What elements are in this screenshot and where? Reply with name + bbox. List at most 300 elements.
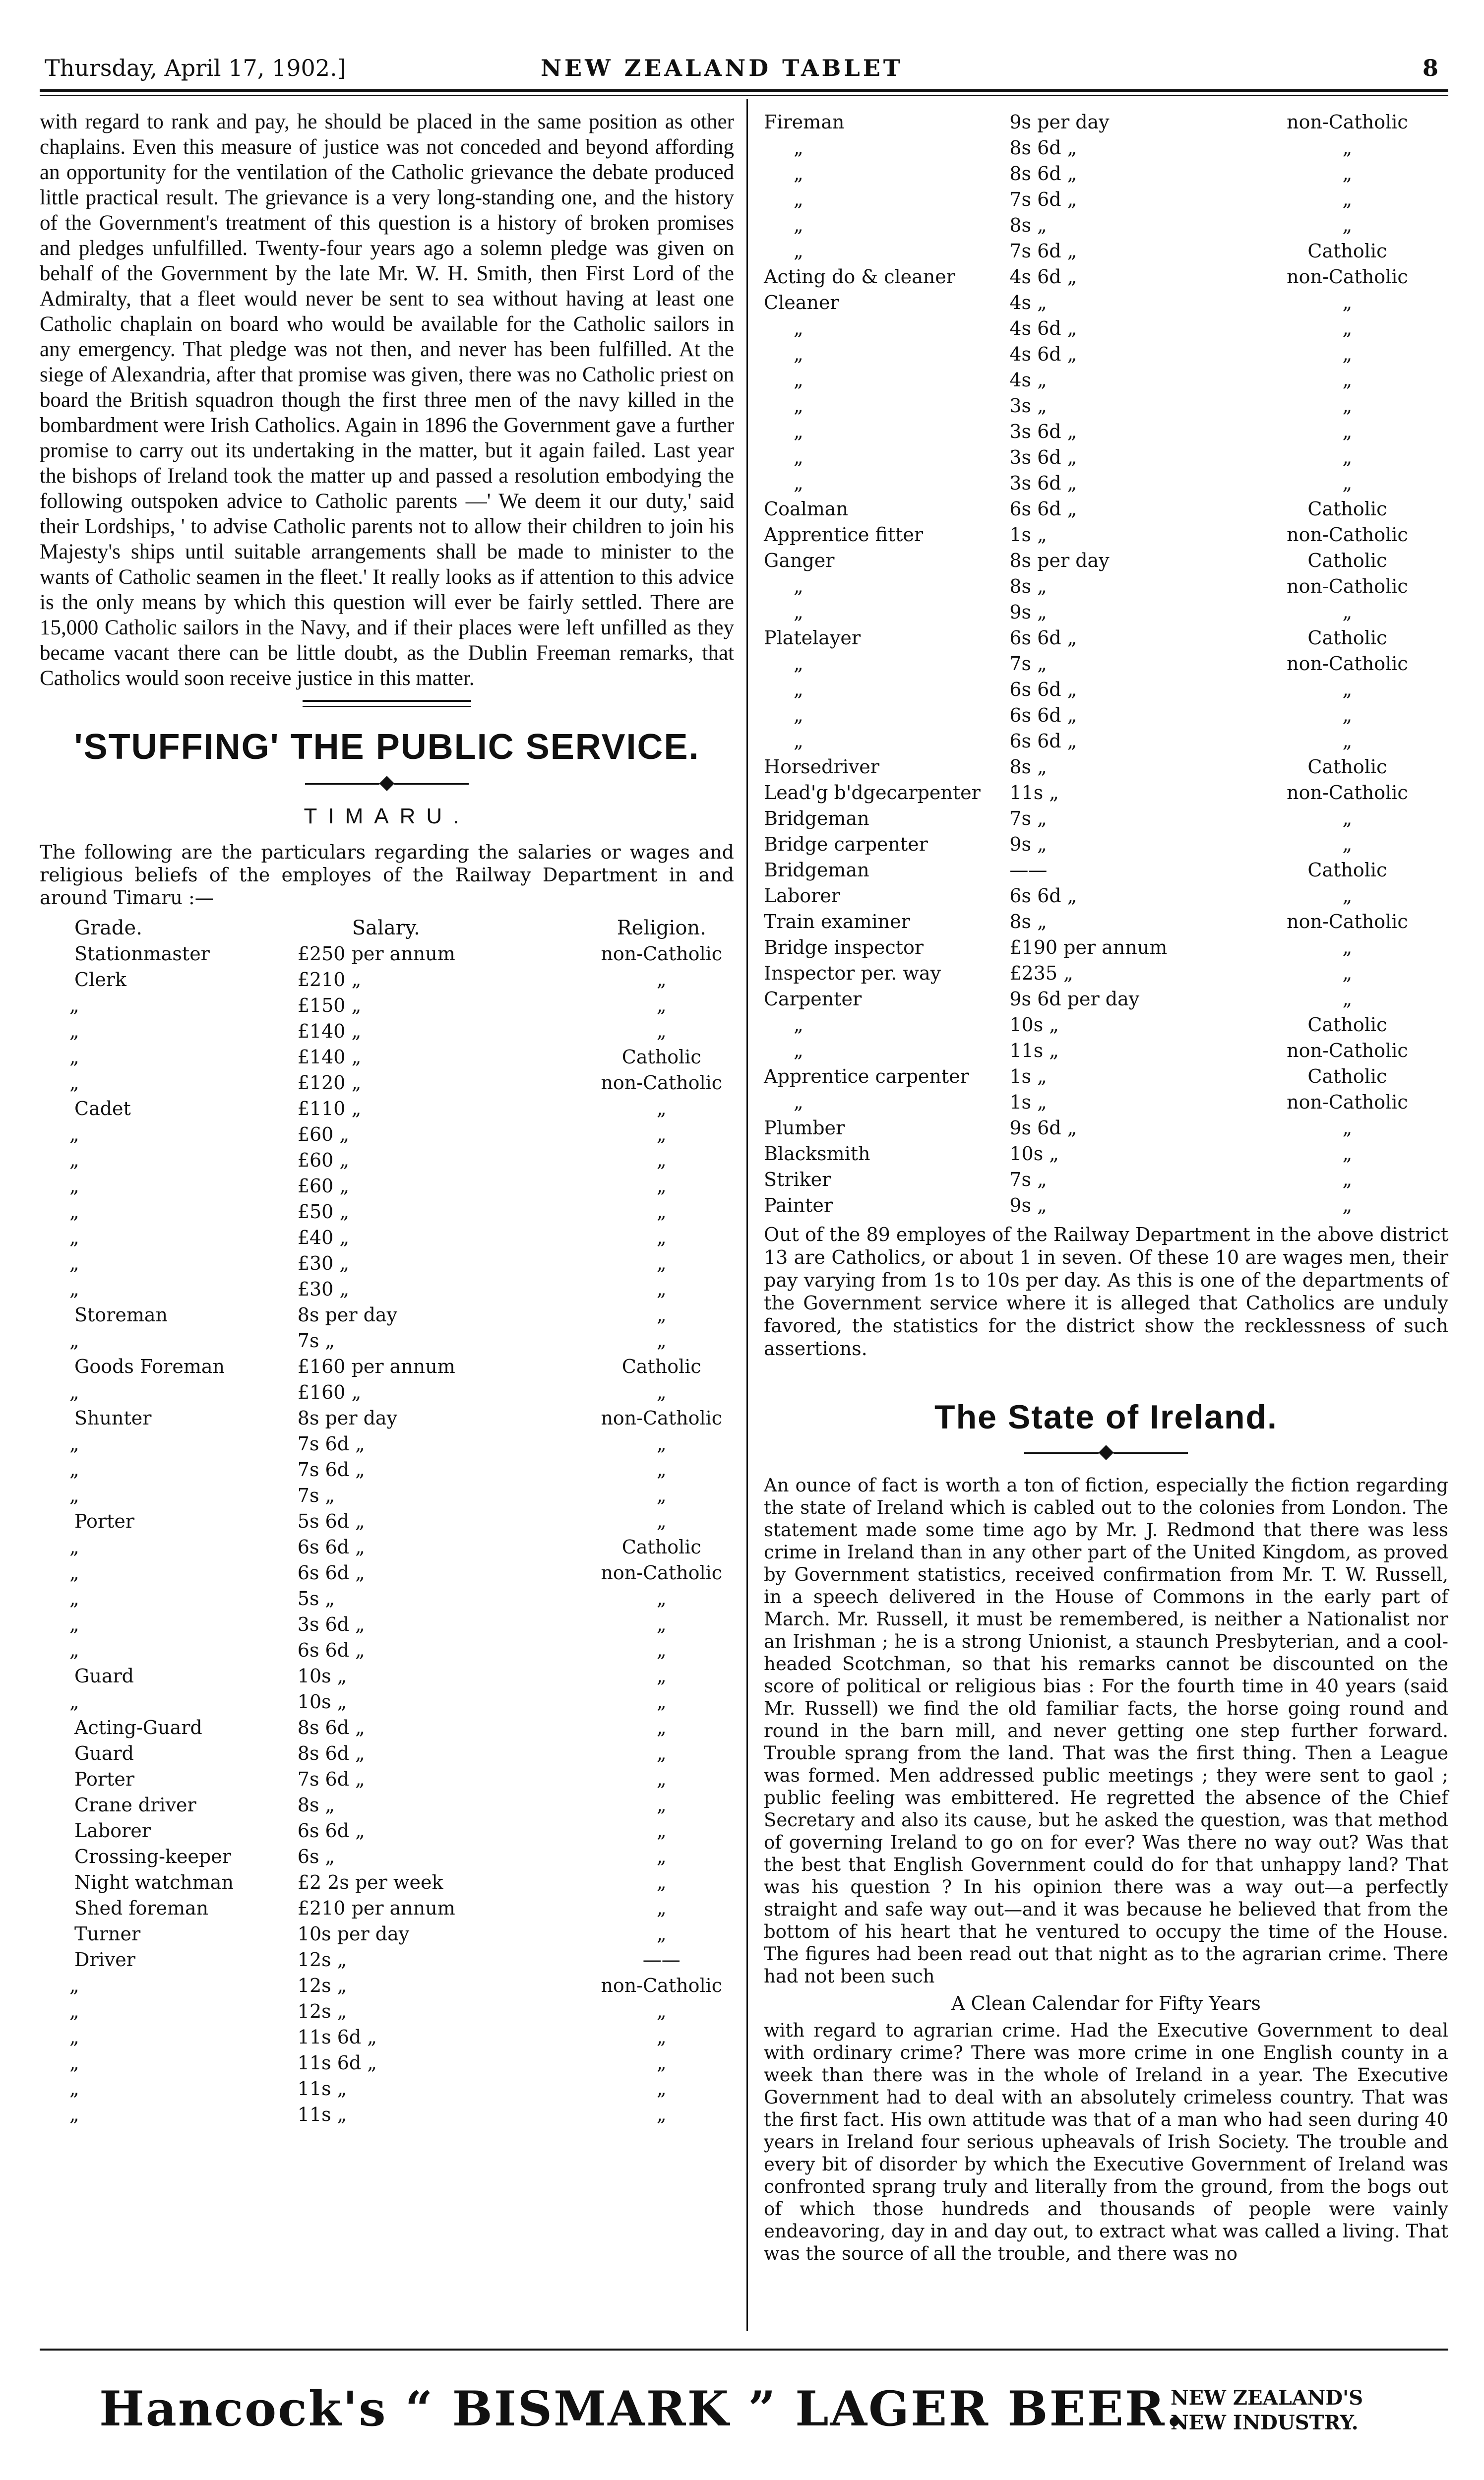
cell-religion: „ [1342, 1143, 1353, 1165]
cell-grade: „ [69, 1562, 79, 1584]
cell-grade: Bridge inspector [764, 936, 924, 958]
cell-grade: Cadet [74, 1098, 131, 1119]
cell-grade: „ [69, 1072, 79, 1094]
table-row [764, 986, 1448, 1012]
cell-religion: „ [1342, 292, 1353, 313]
cell-religion: non-Catholic [601, 943, 723, 965]
cell-religion: „ [656, 1639, 667, 1661]
cell-grade: „ [794, 653, 804, 675]
cell-religion: non-Catholic [1287, 653, 1408, 675]
cell-grade: „ [69, 1459, 79, 1481]
table-row [40, 1663, 734, 1689]
table-row [40, 1044, 734, 1070]
cell-religion: „ [656, 1149, 667, 1171]
table-row [40, 2076, 734, 2102]
cell-religion: „ [1342, 188, 1353, 210]
cell-grade: „ [794, 343, 804, 365]
table-row [40, 1534, 734, 1560]
tagline-line-1: NEW ZEALAND'S [1171, 2386, 1363, 2410]
cell-religion: „ [656, 1304, 667, 1326]
table-row [764, 341, 1448, 367]
cell-salary: 8s per day [1009, 550, 1110, 571]
cell-grade: „ [794, 137, 804, 159]
cell-religion: „ [656, 2052, 667, 2074]
right-column [764, 109, 1448, 2265]
cell-religion: Catholic [621, 1356, 701, 1377]
cell-grade: „ [794, 317, 804, 339]
column-divider [746, 99, 748, 2331]
cell-salary: 12s „ [297, 1975, 347, 1996]
cell-religion: Catholic [1307, 859, 1387, 881]
ornament-divider-right: ◆ [764, 1441, 1448, 1461]
table-row [764, 444, 1448, 470]
cell-grade: „ [69, 1433, 79, 1455]
cell-grade: „ [69, 1278, 79, 1300]
article-separator [303, 700, 471, 707]
cell-salary: 4s 6d „ [1009, 343, 1077, 365]
table-row [764, 728, 1448, 754]
cell-salary: £210 „ [297, 969, 362, 991]
cell-religion: „ [656, 1717, 667, 1738]
employee-table-right [764, 109, 1448, 1218]
cell-grade: Goods Foreman [74, 1356, 225, 1377]
table-row [40, 1947, 734, 1973]
cell-grade: „ [794, 1014, 804, 1036]
table-row [40, 1405, 734, 1431]
cell-religion: „ [656, 1330, 667, 1352]
tagline-line-2: NEW INDUSTRY. [1171, 2411, 1359, 2434]
cell-grade: Platelayer [764, 627, 861, 649]
cell-salary: 10s „ [297, 1665, 347, 1687]
cell-salary: 11s „ [1009, 782, 1059, 804]
cell-grade: Lead'g b'dgecarpenter [764, 782, 981, 804]
table-row [40, 1508, 734, 1534]
cell-grade: Apprentice carpenter [764, 1065, 969, 1087]
cell-salary: 7s 6d „ [297, 1433, 365, 1455]
table-row [764, 857, 1448, 883]
table-row [40, 1096, 734, 1121]
cell-grade: „ [794, 214, 804, 236]
table-row [40, 1147, 734, 1173]
table-row [40, 1637, 734, 1663]
cell-grade: „ [69, 1381, 79, 1403]
summary-paragraph: Out of the 89 employes of the Railway Department in the above district 13 are Catholics, or about 1 in seven. Of these 10 are wages men, their pay varying from 1s to 10s per day. As this is one of the departments of the Government service where it is alleged that Catholics are unduly favored, the statistics for the district show the recklessness of such assertions. [764, 1224, 1448, 1360]
cell-grade: Guard [74, 1665, 134, 1687]
cell-religion: „ [656, 1459, 667, 1481]
cell-religion: „ [656, 1742, 667, 1764]
table-row [764, 186, 1448, 212]
cell-salary: £160 per annum [297, 1356, 455, 1377]
table-row [764, 677, 1448, 702]
cell-salary: 12s „ [297, 2000, 347, 2022]
cell-grade: „ [69, 1201, 79, 1223]
table-row [40, 1431, 734, 1457]
cell-salary: 6s 6d „ [1009, 679, 1077, 700]
cell-salary: £60 „ [297, 1123, 350, 1145]
table-row [764, 599, 1448, 625]
cell-religion: „ [1342, 1117, 1353, 1139]
table-row [40, 1895, 734, 1921]
cell-salary: 7s „ [1009, 1169, 1047, 1190]
cell-religion: „ [656, 1201, 667, 1223]
cell-salary: £190 per annum [1009, 936, 1168, 958]
table-row [764, 238, 1448, 264]
cell-religion: non-Catholic [601, 1975, 723, 1996]
cell-salary: 6s 6d „ [1009, 627, 1077, 649]
cell-grade: „ [69, 2104, 79, 2125]
cell-salary: 8s „ [1009, 756, 1047, 778]
table-row [764, 522, 1448, 548]
cell-religion: „ [656, 1846, 667, 1867]
table-row [764, 702, 1448, 728]
cell-grade: „ [794, 446, 804, 468]
table-body-left [40, 941, 734, 2127]
masthead-title: NEW ZEALAND TABLET [541, 55, 904, 81]
cell-grade: Blacksmith [764, 1143, 870, 1165]
cell-salary: £50 „ [297, 1201, 350, 1223]
cell-religion: „ [1342, 1194, 1353, 1216]
table-row [764, 548, 1448, 573]
page-header [45, 45, 1443, 84]
cell-salary: £40 „ [297, 1227, 350, 1248]
cell-salary: 6s 6d „ [1009, 498, 1077, 520]
cell-religion: „ [656, 2026, 667, 2048]
left-column [40, 109, 734, 2127]
cell-salary: 9s „ [1009, 601, 1047, 623]
cell-salary: 11s 6d „ [297, 2052, 377, 2074]
cell-salary: 4s „ [1009, 292, 1047, 313]
cell-religion: „ [656, 1897, 667, 1919]
cell-salary: £30 „ [297, 1252, 350, 1274]
cell-grade: „ [794, 1040, 804, 1061]
cell-religion: „ [656, 1381, 667, 1403]
cell-salary: 8s „ [1009, 214, 1047, 236]
table-row [40, 1998, 734, 2024]
table-row [40, 992, 734, 1018]
cell-religion: „ [1342, 446, 1353, 468]
cell-salary: 3s 6d „ [1009, 446, 1077, 468]
cell-salary: 8s „ [297, 1794, 335, 1816]
page-number: 8 [1422, 55, 1438, 81]
cell-grade: Laborer [74, 1820, 151, 1842]
cell-religion: „ [656, 1768, 667, 1790]
table-row [40, 1792, 734, 1818]
column-header-grade: Grade. [74, 917, 142, 939]
cell-religion: „ [656, 2078, 667, 2100]
cell-religion: „ [1342, 395, 1353, 417]
cell-religion: „ [656, 1020, 667, 1042]
table-row [40, 1560, 734, 1586]
cell-salary: 5s „ [297, 1588, 335, 1610]
cell-grade: „ [69, 1046, 79, 1068]
table-row [40, 1018, 734, 1044]
cell-salary: 12s „ [297, 1949, 347, 1971]
cell-religion: „ [656, 2104, 667, 2125]
cell-grade: Train examiner [764, 911, 910, 932]
cell-religion: „ [656, 1485, 667, 1506]
table-row [764, 161, 1448, 186]
cell-grade: Guard [74, 1742, 134, 1764]
cell-salary: 1s „ [1009, 524, 1047, 546]
cell-religion: „ [1342, 137, 1353, 159]
ireland-subheading: A Clean Calendar for Fifty Years [951, 1992, 1261, 2014]
cell-grade: „ [794, 679, 804, 700]
table-row [764, 909, 1448, 934]
cell-religion: „ [1342, 988, 1353, 1010]
cell-grade: Cleaner [764, 292, 839, 313]
cell-salary: 6s 6d „ [1009, 704, 1077, 726]
cell-religion: „ [1342, 1169, 1353, 1190]
cell-salary: 11s „ [297, 2078, 347, 2100]
cell-religion: non-Catholic [1287, 524, 1408, 546]
table-row [40, 2024, 734, 2050]
cell-religion: „ [656, 1227, 667, 1248]
cell-grade: „ [69, 1227, 79, 1248]
table-row [40, 1612, 734, 1637]
table-row [40, 1921, 734, 1947]
table-row [40, 1483, 734, 1508]
table-row [764, 625, 1448, 651]
cell-grade: Inspector per. way [764, 962, 941, 984]
cell-religion: Catholic [1307, 1065, 1387, 1087]
cell-grade: Fireman [764, 111, 845, 133]
cell-religion: „ [656, 969, 667, 991]
cell-salary: 6s 6d „ [1009, 885, 1077, 907]
footer-rule [40, 2349, 1448, 2351]
cell-grade: „ [69, 1330, 79, 1352]
cell-grade: Porter [74, 1510, 134, 1532]
cell-grade: „ [794, 395, 804, 417]
cell-salary: 11s 6d „ [297, 2026, 377, 2048]
cell-religion: Catholic [621, 1536, 701, 1558]
cell-salary: 10s per day [297, 1923, 410, 1945]
cell-religion: „ [1342, 807, 1353, 829]
table-row [40, 1121, 734, 1147]
ireland-heading: The State of Ireland. [934, 1398, 1278, 1436]
table-row [764, 1063, 1448, 1089]
cell-grade: „ [69, 1613, 79, 1635]
cell-religion: „ [1342, 936, 1353, 958]
table-row [764, 419, 1448, 444]
cell-salary: £235 „ [1009, 962, 1073, 984]
table-row [764, 883, 1448, 909]
table-row [764, 1089, 1448, 1115]
cell-grade: „ [69, 1536, 79, 1558]
cell-religion: „ [1342, 833, 1353, 855]
table-row [40, 1250, 734, 1276]
advertisement-tagline [1171, 2386, 1363, 2435]
cell-religion: —— [642, 1949, 680, 1971]
cell-salary: 8s 6d „ [297, 1717, 365, 1738]
cell-grade: Bridgeman [764, 807, 869, 829]
table-row [40, 1818, 734, 1844]
cell-grade: „ [69, 2000, 79, 2022]
cell-grade: „ [69, 2078, 79, 2100]
cell-grade: Acting do & cleaner [764, 266, 955, 288]
cell-grade: „ [794, 575, 804, 597]
cell-salary: £140 „ [297, 1046, 362, 1068]
table-row [764, 135, 1448, 161]
cell-religion: „ [1342, 730, 1353, 752]
cell-religion: „ [656, 1175, 667, 1197]
table-row [764, 470, 1448, 496]
cell-salary: 4s 6d „ [1009, 317, 1077, 339]
table-row [764, 315, 1448, 341]
table-row [40, 1379, 734, 1405]
cell-salary: 8s per day [297, 1304, 398, 1326]
cell-grade: Acting-Guard [74, 1717, 202, 1738]
cell-salary: 9s 6d per day [1009, 988, 1140, 1010]
cell-salary: 3s 6d „ [297, 1613, 365, 1635]
cell-grade: Apprentice fitter [764, 524, 924, 546]
cell-grade: Painter [764, 1194, 833, 1216]
cell-salary: 10s „ [1009, 1014, 1059, 1036]
table-row [40, 1715, 734, 1740]
cell-grade: „ [69, 1175, 79, 1197]
table-row [764, 651, 1448, 677]
issue-date: Thursday, April 17, 1902.] [45, 55, 346, 81]
cell-grade: „ [794, 369, 804, 391]
cell-salary: 8s „ [1009, 575, 1047, 597]
cell-religion: „ [1342, 704, 1353, 726]
cell-salary: £150 „ [297, 994, 362, 1016]
article-heading: 'STUFFING' THE PUBLIC SERVICE. [74, 727, 700, 767]
cell-grade: „ [69, 1975, 79, 1996]
chaplains-article-paragraph: with regard to rank and pay, he should be placed in the same position as other chaplains. Even this measure of justice was not conceded and beyond affording an opportunity for the ventilation of the Catholic grievance the debate produced little practical result. The grievance is a very long-standing one, and the history of the Government's treatment of this question is a history of broken promises and pledges unfulfilled. Twenty-four years ago a solemn pledge was given on behalf of the Government by the late Mr. W. H. Smith, then First Lord of the Admiralty, that a fleet would never be sent to sea without having at least one Catholic chaplain on board who would be available for the Catholic sailors in any emergency. That pledge was not then, and never has been fulfilled. At the siege of Alexandria, after that promise was given, there was no Catholic priest on board the British squadron though the first three men of the navy killed in the bombardment were Irish Catholics. Again in 1896 the Government gave a further promise to carry out its undertaking in the matter, but it again failed. Last year the bishops of Ireland took the matter up and passed a resolution embodying the following outspoken advice to Catholic parents —' We deem it our duty,' said their Lordships, ' to advise Catholic parents not to allow their children to join his Majesty's ships until suitable arrangements shall be made to minister to the wants of Catholic seamen in the fleet.' It really looks as if attention to this advice is the only means by which this question will ever be fairly settled. There are 15,000 Catholic sailors in the Navy, and if their places were left unfilled as they became vacant there can be little doubt, as the Dublin Freeman remarks, that Catholics would soon receive justice in this matter. [40, 110, 734, 690]
table-row [40, 2050, 734, 2076]
cell-religion: „ [656, 1871, 667, 1893]
table-row [764, 367, 1448, 393]
table-row [40, 1225, 734, 1250]
column-header-religion: Religion. [617, 917, 706, 939]
cell-religion: „ [1342, 317, 1353, 339]
cell-grade: „ [794, 163, 804, 185]
cell-salary: 8s 6d „ [1009, 163, 1077, 185]
cell-salary: 6s „ [297, 1846, 335, 1867]
cell-salary: 10s „ [1009, 1143, 1059, 1165]
table-row [764, 831, 1448, 857]
cell-religion: „ [656, 1098, 667, 1119]
table-body-right [764, 109, 1448, 1218]
cell-religion: „ [656, 1691, 667, 1713]
cell-salary: 5s 6d „ [297, 1510, 365, 1532]
cell-grade: „ [69, 2026, 79, 2048]
table-row [40, 1302, 734, 1328]
table-row [764, 780, 1448, 806]
cell-grade: Turner [74, 1923, 141, 1945]
cell-grade: Shed foreman [74, 1897, 209, 1919]
cell-grade: Storeman [74, 1304, 168, 1326]
cell-salary: 8s per day [297, 1407, 398, 1429]
cell-salary: 1s „ [1009, 1091, 1047, 1113]
cell-religion: non-Catholic [1287, 1040, 1408, 1061]
table-row [764, 212, 1448, 238]
cell-religion: „ [656, 1794, 667, 1816]
cell-grade: Laborer [764, 885, 840, 907]
cell-religion: non-Catholic [1287, 266, 1408, 288]
table-row [764, 109, 1448, 135]
cell-grade: „ [69, 1020, 79, 1042]
cell-salary: 7s 6d „ [1009, 188, 1077, 210]
cell-grade: Stationmaster [74, 943, 210, 965]
advertisement [40, 2361, 1448, 2450]
cell-salary: 1s „ [1009, 1065, 1047, 1087]
cell-salary: 7s „ [297, 1330, 335, 1352]
table-row [764, 1115, 1448, 1141]
table-row [40, 1869, 734, 1895]
table-row [40, 1070, 734, 1096]
ornament-divider: ◆ [40, 772, 734, 792]
cell-grade: „ [794, 188, 804, 210]
table-row [764, 496, 1448, 522]
cell-salary: 7s 6d „ [297, 1768, 365, 1790]
cell-religion: „ [656, 1820, 667, 1842]
cell-religion: „ [1342, 472, 1353, 494]
cell-grade: „ [69, 1485, 79, 1506]
cell-religion: „ [1342, 885, 1353, 907]
cell-religion: „ [656, 1433, 667, 1455]
cell-religion: „ [1342, 421, 1353, 442]
cell-salary: 7s 6d „ [1009, 240, 1077, 262]
cell-salary: 6s 6d „ [1009, 730, 1077, 752]
cell-salary: £30 „ [297, 1278, 350, 1300]
cell-grade: „ [794, 704, 804, 726]
table-row [40, 1740, 734, 1766]
cell-grade: „ [794, 730, 804, 752]
cell-grade: „ [69, 1588, 79, 1610]
cell-salary: £60 „ [297, 1149, 350, 1171]
cell-salary: 9s 6d „ [1009, 1117, 1077, 1139]
cell-religion: „ [656, 1123, 667, 1145]
cell-religion: non-Catholic [1287, 911, 1408, 932]
cell-salary: £250 per annum [297, 943, 455, 965]
cell-religion: non-Catholic [1287, 1091, 1408, 1113]
cell-religion: „ [1342, 214, 1353, 236]
cell-grade: Crossing-keeper [74, 1846, 231, 1867]
table-intro: The following are the particulars regarding the salaries or wages and religious beliefs of the employes of the Railway Department in and around Timaru :— [40, 841, 734, 909]
cell-religion: non-Catholic [601, 1407, 723, 1429]
table-row [764, 960, 1448, 986]
header-rule-thin [40, 95, 1448, 96]
cell-salary: 7s „ [1009, 653, 1047, 675]
cell-grade: Crane driver [74, 1794, 196, 1816]
table-row [764, 264, 1448, 290]
table-row [764, 806, 1448, 831]
cell-salary: 8s 6d „ [1009, 137, 1077, 159]
table-row [764, 1167, 1448, 1192]
cell-religion: „ [1342, 343, 1353, 365]
cell-salary: 11s „ [297, 2104, 347, 2125]
cell-salary: £140 „ [297, 1020, 362, 1042]
column-header-salary: Salary. [352, 917, 420, 939]
cell-salary: 9s per day [1009, 111, 1110, 133]
table-row [764, 290, 1448, 315]
cell-salary: 7s „ [1009, 807, 1047, 829]
cell-religion: „ [656, 994, 667, 1016]
cell-religion: Catholic [1307, 627, 1387, 649]
cell-religion: „ [1342, 601, 1353, 623]
cell-grade: Bridge carpenter [764, 833, 928, 855]
cell-grade: „ [794, 1091, 804, 1113]
table-row [40, 1766, 734, 1792]
table-row [764, 934, 1448, 960]
cell-salary: 3s 6d „ [1009, 421, 1077, 442]
table-row [764, 393, 1448, 419]
cell-religion: non-Catholic [1287, 111, 1408, 133]
cell-grade: „ [794, 240, 804, 262]
cell-religion: „ [1342, 679, 1353, 700]
table-row [40, 1199, 734, 1225]
